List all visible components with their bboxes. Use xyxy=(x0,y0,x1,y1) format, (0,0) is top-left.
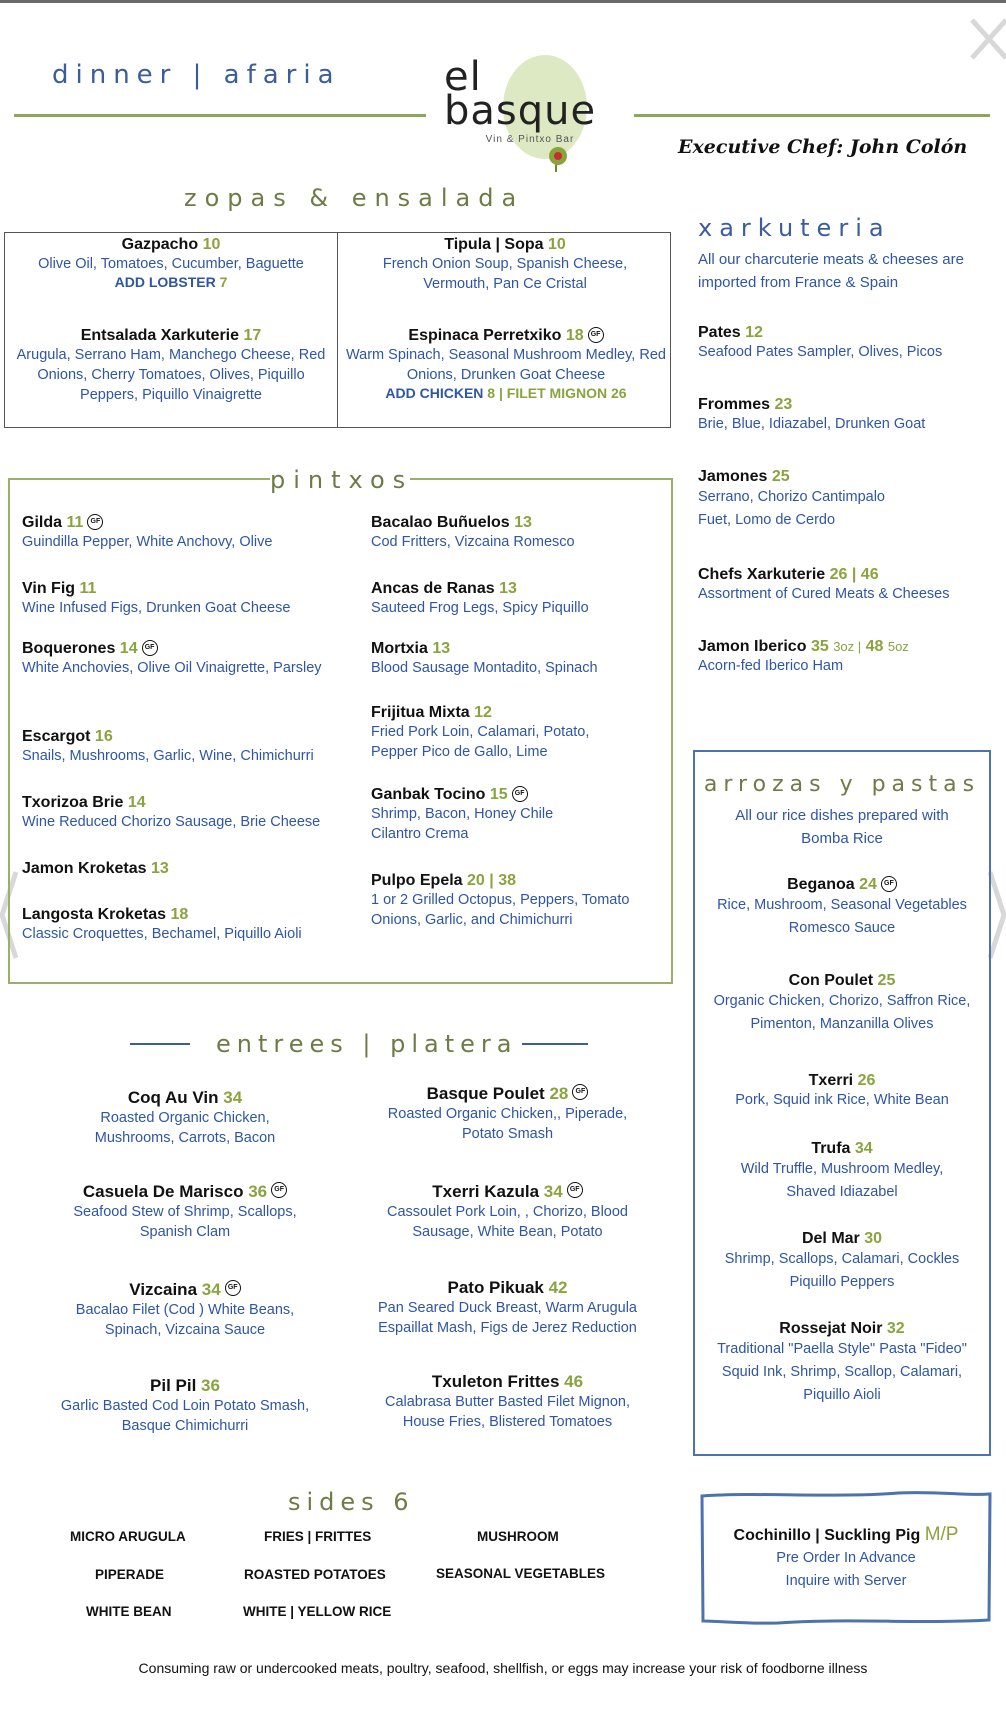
menu-item-espinaca: Espinaca Perretxiko 18 GF Warm Spinach, Seasonal Mushroom Medley, Red Onions, Drunken Goat Cheese ADD CHICKEN 8 | FILET MIGNON 26 xyxy=(346,327,666,401)
menu-item-basque-poulet: Basque Poulet 28 GF Roasted Organic Chicken,, Piperade, Potato Smash xyxy=(387,1084,628,1142)
logo-subtitle: Vin & Pintxo Bar xyxy=(485,134,575,145)
top-border xyxy=(0,0,1006,3)
pintxos-title: pintxos xyxy=(270,466,414,494)
gluten-free-icon: GF xyxy=(271,1182,287,1198)
gluten-free-icon: GF xyxy=(567,1182,583,1198)
menu-item-frijitua-mixta: Frijitua Mixta 12 Fried Pork Loin, Calamari, Potato, Pepper Pico de Gallo, Lime xyxy=(371,704,590,760)
menu-item-coq-au-vin: Coq Au Vin 34 Roasted Organic Chicken, Mushrooms, Carrots, Bacon xyxy=(94,1088,276,1146)
menu-item-beganoa: Beganoa 24 GF Rice, Mushroom, Seasonal Vegetables Romesco Sauce xyxy=(717,876,967,936)
side-item: PIPERADE xyxy=(95,1567,165,1582)
menu-item-langosta-kroketas: Langosta Kroketas 18 Classic Croquettes, Bechamel, Piquillo Aioli xyxy=(22,906,302,942)
menu-item-tipula-sopa: Tipula | Sopa 10 French Onion Soup, Spanish Cheese, Vermouth, Pan Ce Cristal xyxy=(382,236,628,292)
menu-item-ancas-de-ranas: Ancas de Ranas 13 Sauteed Frog Legs, Spicy Piquillo xyxy=(371,580,589,616)
gluten-free-icon: GF xyxy=(225,1280,241,1296)
executive-chef: Executive Chef: John Colón xyxy=(678,136,968,158)
menu-item-gilda: Gilda 11 GF Guindilla Pepper, White Anchovy, Olive xyxy=(22,514,273,550)
menu-title: dinner | afaria xyxy=(52,60,341,90)
menu-item-txerri-kazula: Txerri Kazula 34 GF Cassoulet Pork Loin, , Chorizo, Blood Sausage, White Bean, Potato xyxy=(387,1182,628,1240)
menu-item-chefs-xarkuterie: Chefs Xarkuterie 26 | 46 Assortment of Cured Meats & Cheeses xyxy=(698,566,950,602)
entrees-rule-right xyxy=(522,1043,588,1045)
menu-item-mortxia: Mortxia 13 Blood Sausage Montadito, Spinach xyxy=(371,640,598,676)
gluten-free-icon: GF xyxy=(142,640,158,656)
menu-item-jamon-iberico: Jamon Iberico 35 3oz | 48 5oz Acorn-fed Iberico Ham xyxy=(698,638,909,674)
menu-item-del-mar: Del Mar 30 Shrimp, Scallops, Calamari, Cockles Piquillo Peppers xyxy=(724,1230,960,1290)
arrozas-intro: All our rice dishes prepared with Bomba Rice xyxy=(735,807,949,847)
menu-item-con-poulet: Con Poulet 25 Organic Chicken, Chorizo, Saffron Rice, Pimenton, Manzanilla Olives xyxy=(713,972,971,1032)
side-item: WHITE BEAN xyxy=(86,1604,172,1619)
side-item: WHITE | YELLOW RICE xyxy=(243,1604,392,1619)
logo-text: el basque xyxy=(444,54,597,134)
side-item: ROASTED POTATOES xyxy=(244,1567,386,1582)
menu-item-ganbak-tocino: Ganbak Tocino 15 GF Shrimp, Bacon, Honey Chile Cilantro Crema xyxy=(371,786,554,842)
menu-item-jamones: Jamones 25 Serrano, Chorizo Cantimpalo Fuet, Lomo de Cerdo xyxy=(698,468,885,528)
menu-item-boquerones: Boquerones 14 GF White Anchovies, Olive Oil Vinaigrette, Parsley xyxy=(22,640,322,676)
gluten-free-icon: GF xyxy=(588,327,604,343)
menu-item-vizcaina: Vizcaina 34 GF Bacalao Filet (Cod ) White Beans, Spinach, Vizcaina Sauce xyxy=(75,1280,295,1338)
side-item: SEASONAL VEGETABLES xyxy=(436,1566,606,1581)
zopas-title: zopas & ensalada xyxy=(184,184,525,212)
menu-item-trufa: Trufa 34 Wild Truffle, Mushroom Medley, Shaved Idiazabel xyxy=(740,1140,944,1200)
gluten-free-icon: GF xyxy=(572,1084,588,1100)
menu-item-txerri: Txerri 26 Pork, Squid ink Rice, White Bean xyxy=(735,1072,949,1108)
header-rule-left xyxy=(14,114,426,117)
xarkuteria-intro: All our charcuterie meats & cheeses are imported from France & Spain xyxy=(698,251,964,291)
close-icon[interactable] xyxy=(962,10,1006,70)
gluten-free-icon: GF xyxy=(512,786,528,802)
pintxos-title-wrap xyxy=(270,466,414,494)
menu-item-jamon-kroketas: Jamon Kroketas 13 xyxy=(22,860,169,877)
side-item: MICRO ARUGULA xyxy=(70,1529,186,1544)
menu-item-frommes: Frommes 23 Brie, Blue, Idiazabel, Drunken Goat xyxy=(698,396,926,432)
menu-item-bacalao-bunuelos: Bacalao Buñuelos 13 Cod Fritters, Vizcaina Romesco xyxy=(371,514,575,550)
gluten-free-icon: GF xyxy=(87,514,103,530)
menu-item-pato-pikuak: Pato Pikuak 42 Pan Seared Duck Breast, Warm Arugula Espaillat Mash, Figs de Jerez Reduction xyxy=(378,1278,637,1336)
menu-item-pil-pil: Pil Pil 36 Garlic Basted Cod Loin Potato Smash, Basque Chimichurri xyxy=(60,1376,310,1434)
menu-item-gazpacho: Gazpacho 10 Olive Oil, Tomatoes, Cucumber, Baguette ADD LOBSTER 7 xyxy=(38,236,304,290)
menu-item-txorizoa-brie: Txorizoa Brie 14 Wine Reduced Chorizo Sausage, Brie Cheese xyxy=(22,794,321,830)
special-box: Cochinillo | Suckling Pig M/P Pre Order In Advance Inquire with Server xyxy=(698,1490,994,1626)
arrozas-title: arrozas y pastas xyxy=(703,772,981,797)
menu-item-entsalada: Entsalada Xarkuterie 17 Arugula, Serrano Ham, Manchego Cheese, Red Onions, Cherry Tomatoes, Olives, Piquillo Peppers, Piquillo Vinaigrette xyxy=(16,327,326,403)
logo xyxy=(440,52,630,182)
entrees-rule-left xyxy=(130,1043,190,1045)
menu-item-pulpo-epela: Pulpo Epela 20 | 38 1 or 2 Grilled Octopus, Peppers, Tomato Onions, Garlic, and Chimichurri xyxy=(371,872,630,928)
header-rule-right xyxy=(634,114,990,117)
menu-item-rossejat-noir: Rossejat Noir 32 Traditional "Paella Style" Pasta "Fideo" Squid Ink, Shrimp, Scallop, Calamari, Piquillo Aioli xyxy=(717,1320,967,1403)
xarkuteria-title: xarkuteria xyxy=(698,214,891,242)
food-safety-disclaimer: Consuming raw or undercooked meats, poultry, seafood, shellfish, or eggs may increase your risk of foodborne illness xyxy=(138,1660,868,1676)
gluten-free-icon: GF xyxy=(881,876,897,892)
sides-title: sides 6 xyxy=(288,1488,415,1516)
entrees-title: entrees | platera xyxy=(216,1030,518,1058)
menu-item-vin-fig: Vin Fig 11 Wine Infused Figs, Drunken Goat Cheese xyxy=(22,580,291,616)
menu-item-txuleton-frittes: Txuleton Frittes 46 Calabrasa Butter Basted Filet Mignon, House Fries, Blistered Tomatoes xyxy=(384,1372,630,1430)
menu-item-casuela-de-marisco: Casuela De Marisco 36 GF Seafood Stew of Shrimp, Scallops, Spanish Clam xyxy=(73,1182,297,1240)
menu-item-escargot: Escargot 16 Snails, Mushrooms, Garlic, Wine, Chimichurri xyxy=(22,728,314,764)
side-item: MUSHROOM xyxy=(477,1529,559,1544)
side-item: FRIES | FRITTES xyxy=(264,1529,372,1544)
menu-item-pates: Pates 12 Seafood Pates Sampler, Olives, Picos xyxy=(698,324,943,360)
